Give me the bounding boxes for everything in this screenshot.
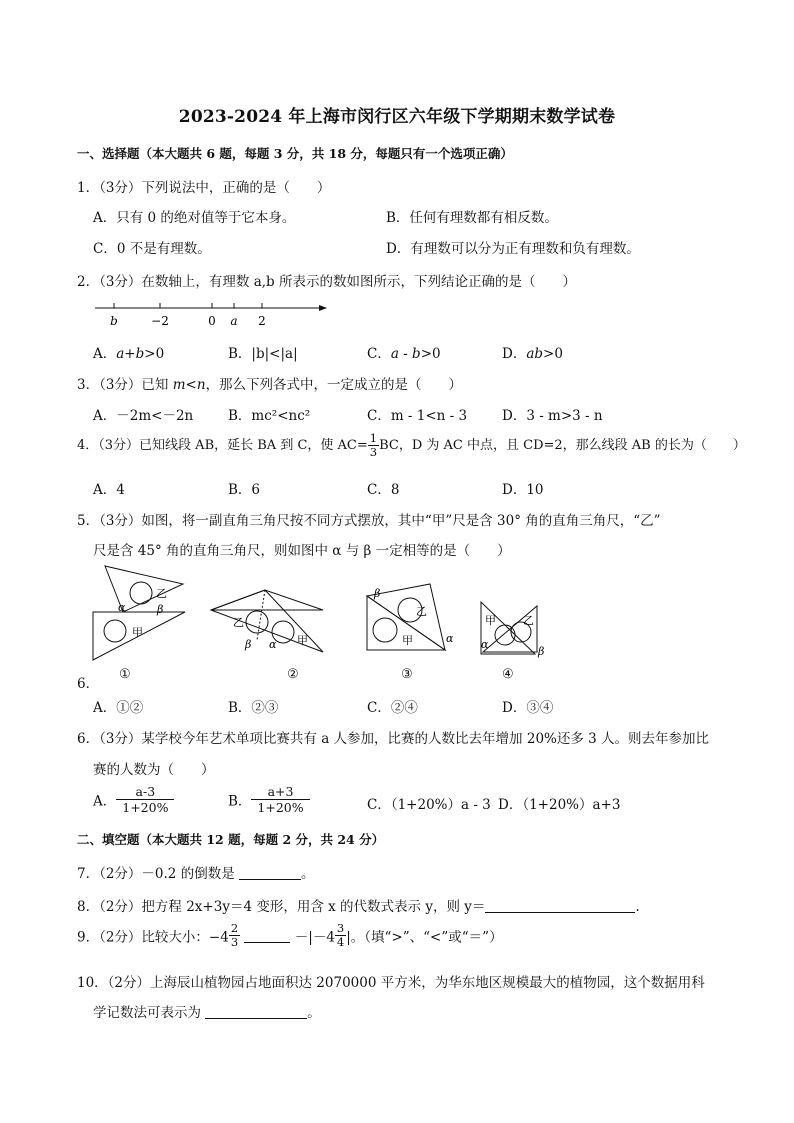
- answer-blank-9[interactable]: [244, 928, 290, 943]
- question-2-option-c: C．a - b>0: [367, 346, 441, 362]
- fig2-yi-hole: [246, 611, 268, 633]
- figure-label-3: ③: [401, 667, 413, 682]
- fig1-jia-hole: [104, 620, 126, 642]
- fig2-label-jia: 甲: [297, 634, 308, 647]
- question-1-option-c: C．0 不是有理数。: [93, 241, 211, 257]
- fig2-label-alpha: α: [269, 638, 277, 651]
- axis-label-a: a: [230, 314, 238, 328]
- fraction-one-third: $\frac{1}{3}$: [369, 431, 378, 459]
- fig1-label-alpha: α: [118, 601, 126, 614]
- number-line-arrow: [319, 305, 327, 311]
- fig4-label-beta: β: [538, 645, 545, 658]
- question-9: 9．（2分）比较大小：−4 $\frac{2}{3}$ －|－4 $\frac{3}{4}$ |。（填“>”、“<”或“＝”）: [77, 921, 503, 949]
- figure-4: [481, 602, 537, 654]
- question-5-option-a: A．①②: [93, 700, 144, 716]
- fraction-a-plus-3: $\frac{a+3}{1+20\%}$: [251, 784, 309, 815]
- question-1-option-d: D．有理数可以分为正有理数和负有理数。: [386, 241, 640, 257]
- fig3-label-alpha: α: [446, 632, 454, 645]
- question-3-option-d: D．3 - m>3 - n: [502, 408, 603, 424]
- question-1-stem: 1．（3分）下列说法中，正确的是（ ）: [77, 180, 331, 196]
- fraction-a-minus-3: $\frac{a-3}{1+20\%}$: [116, 784, 174, 815]
- triangle-rulers-figure: [85, 560, 555, 670]
- fig4-jia-ruler: [483, 606, 537, 652]
- question-2-option-b: B．|b|<|a|: [228, 346, 298, 362]
- axis-label-0: 0: [208, 314, 216, 328]
- axis-label-2: 2: [258, 314, 266, 328]
- fig1-label-beta: β: [157, 603, 164, 616]
- question-10-line-1: 10．（2分）上海辰山植物园占地面积达 2070000 平方米，为华东地区规模最大的植物园，这个数据用科: [77, 975, 705, 991]
- figure-label-1: ①: [119, 667, 131, 682]
- fig4-label-yi: 乙: [523, 614, 534, 627]
- question-5-line-1: 5．（3分）如图，将一副直角三角尺按不同方式摆放，其中“甲”尺是含 30° 角的直角三角尺，“乙”: [77, 513, 661, 529]
- section-heading-choice: 一、选择题（本大题共 6 题，每题 3 分，共 18 分，每题只有一个选项正确）: [77, 146, 513, 161]
- question-4-option-a: A．4: [93, 482, 125, 498]
- question-6-option-c: C．（1+20%）a - 3: [367, 797, 491, 813]
- number-line-figure: [90, 296, 335, 330]
- question-4-option-b: B．6: [228, 482, 261, 498]
- question-6-line-2: 赛的人数为（ ）: [93, 762, 215, 778]
- question-3-option-a: A．－2m<－2n: [93, 408, 194, 424]
- answer-blank-10[interactable]: [205, 1004, 307, 1019]
- question-5-option-c: C．②④: [367, 700, 418, 716]
- fig1-yi-ruler: [105, 566, 183, 612]
- question-6-line-1: 6．（3分）某学校今年艺术单项比赛共有 a 人参加，比赛的人数比去年增加 20%还多 3 人。则去年参加比: [77, 731, 710, 747]
- figure-1: [93, 566, 185, 660]
- fig3-jia-hole: [373, 618, 397, 642]
- question-4-option-d: D．10: [502, 482, 544, 498]
- question-5-line-2: 尺是含 45° 角的直角三角尺，则如图中 α 与 β 一定相等的是（ ）: [93, 543, 511, 559]
- fig1-label-yi: 乙: [156, 587, 167, 600]
- fraction-three-quarters: $\frac{3}{4}$: [336, 921, 345, 949]
- answer-blank-7[interactable]: [239, 865, 301, 880]
- question-6-number-stub: 6．: [77, 676, 100, 692]
- figure-label-4: ④: [502, 667, 514, 682]
- fig2-yi-ruler: [211, 590, 323, 610]
- fig1-yi-hole: [130, 582, 152, 604]
- question-1-option-b: B．任何有理数都有相反数。: [386, 210, 558, 226]
- axis-label-b: b: [110, 314, 118, 328]
- answer-blank-8[interactable]: [485, 898, 635, 913]
- axis-label-minus-2: −2: [151, 314, 169, 328]
- question-1-option-a: A．只有 0 的绝对值等于它本身。: [93, 210, 296, 226]
- question-5-option-d: D．③④: [502, 700, 554, 716]
- question-3-stem: 3．（3分）已知 m<n，那么下列各式中，一定成立的是（ ）: [77, 377, 463, 393]
- fig3-label-yi: 乙: [416, 605, 427, 618]
- question-10-line-2: 学记数法可表示为 。: [93, 1005, 321, 1021]
- fraction-two-thirds: $\frac{2}{3}$: [230, 921, 239, 949]
- question-6-option-d: D．（1+20%）a+3: [498, 797, 621, 813]
- question-3-option-b: B．mc²<nc²: [228, 408, 311, 424]
- page-title: 2023-2024 年上海市闵行区六年级下学期期末数学试卷: [178, 107, 616, 127]
- question-2-option-d: D．ab>0: [502, 346, 563, 362]
- question-8: 8．（2分）把方程 2x+3y＝4 变形，用含 x 的代数式表示 y，则 y＝ .: [77, 899, 640, 915]
- fig4-label-alpha: α: [481, 638, 489, 651]
- section-heading-fill-in: 二、填空题（本大题共 12 题，每题 2 分，共 24 分）: [77, 832, 385, 847]
- fig1-label-jia: 甲: [132, 626, 143, 639]
- question-2-stem: 2．（3分）在数轴上，有理数 a,b 所表示的数如图所示，下列结论正确的是（ ）: [77, 274, 576, 290]
- fig2-label-beta: β: [245, 638, 252, 651]
- fig3-label-jia: 甲: [402, 634, 413, 647]
- fig2-label-yi: 乙: [233, 616, 244, 629]
- question-4-option-c: C．8: [367, 482, 400, 498]
- question-6-option-b: B． $\frac{a+3}{1+20\%}$: [228, 784, 310, 815]
- question-3-option-c: C．m - 1<n - 3: [367, 408, 468, 424]
- question-2-option-a: A．a+b>0: [93, 346, 165, 362]
- fig4-label-jia: 甲: [485, 614, 496, 627]
- fig3-label-beta: β: [374, 587, 381, 600]
- question-4-stem: 4．（3分）已知线段 AB，延长 BA 到 C，使 AC= $\frac{1}{3}$ BC，D 为 AC 中点，且 CD=2，那么线段 AB 的长为（ ）: [77, 431, 746, 459]
- question-5-option-b: B．②③: [228, 700, 279, 716]
- figure-label-2: ②: [287, 667, 299, 682]
- question-7: 7．（2分）－0.2 的倒数是 。: [77, 866, 315, 882]
- question-6-option-a: A． $\frac{a-3}{1+20\%}$: [93, 784, 174, 815]
